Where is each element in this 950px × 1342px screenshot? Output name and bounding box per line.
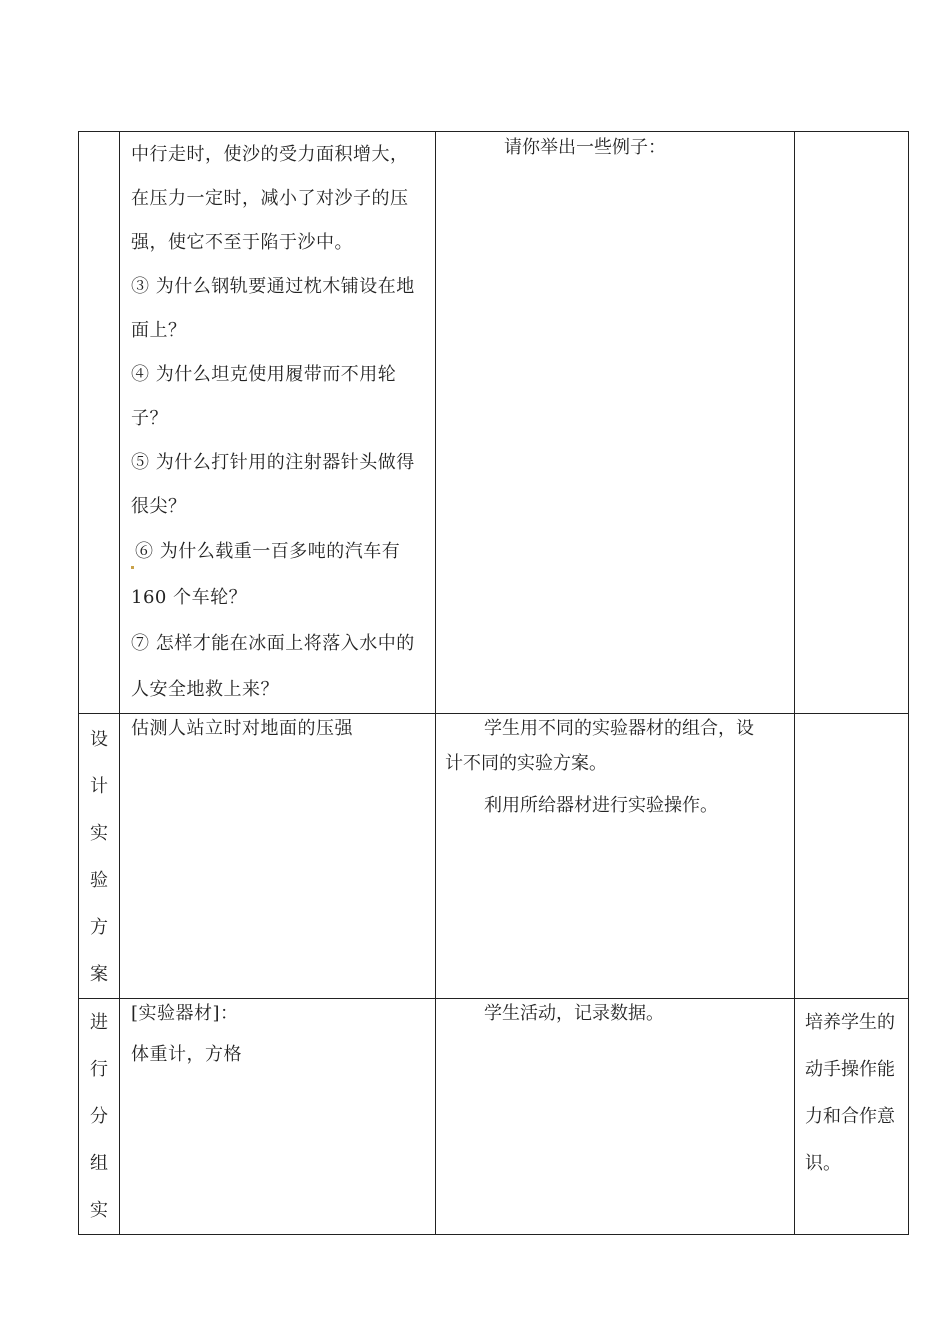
activity-prompt: 请你举出一些例子： <box>504 137 666 158</box>
purpose-cell <box>795 714 909 999</box>
content-line: 很尖？ <box>131 496 187 517</box>
purpose-cell <box>795 132 909 714</box>
activity-line: 学生活动，记录数据。 <box>484 1003 664 1024</box>
stage-cell <box>79 132 120 714</box>
stage-cell <box>79 714 120 999</box>
table-row <box>79 999 909 1235</box>
content-line: 人安全地救上来？ <box>131 679 279 700</box>
stage-char: 进 <box>90 1012 108 1033</box>
activity-cell <box>436 132 795 714</box>
equipment-list: 体重计，方格 <box>131 1044 242 1065</box>
content-cell <box>120 999 436 1235</box>
stage-char: 实 <box>90 1200 108 1221</box>
content-line: 估测人站立时对地面的压强 <box>131 718 353 739</box>
content-line: 160 个车轮？ <box>131 587 248 608</box>
table-row <box>79 714 909 999</box>
content-line: ⑥ 为什么载重一百多吨的汽车有 <box>120 529 435 575</box>
content-line: 中行走时，使沙的受力面积增大， <box>131 144 409 165</box>
content-line: 强，使它不至于陷于沙中。 <box>131 232 353 253</box>
content-cell <box>120 714 436 999</box>
content-line: ⑤ 为什么打针用的注射器针头做得 <box>131 452 415 473</box>
stage-char: 设 <box>90 729 108 750</box>
stage-char: 组 <box>90 1153 108 1174</box>
content-line: ③ 为什么钢轨要通过枕木铺设在地 <box>131 276 415 297</box>
purpose-line: 力和合作意 <box>805 1106 895 1127</box>
content-line: 在压力一定时，减小了对沙子的压 <box>131 188 409 209</box>
table-row <box>79 132 909 714</box>
activity-line: 利用所给器材进行实验操作。 <box>484 795 718 816</box>
stage-char: 验 <box>90 870 108 891</box>
stage-cell <box>79 999 120 1235</box>
purpose-line: 培养学生的 <box>805 1012 895 1033</box>
stage-char: 实 <box>90 823 108 844</box>
activity-line: 计不同的实验方案。 <box>445 753 607 774</box>
equipment-heading: [实验器材]： <box>131 1003 239 1024</box>
content-line: 面上？ <box>131 320 187 341</box>
activity-cell <box>436 714 795 999</box>
stage-char: 计 <box>90 776 108 797</box>
revision-mark <box>131 566 134 569</box>
stage-char: 行 <box>90 1059 108 1080</box>
purpose-line: 动手操作能 <box>805 1059 895 1080</box>
activity-cell <box>436 999 795 1235</box>
content-line: ④ 为什么坦克使用履带而不用轮 <box>131 364 397 385</box>
content-line: ⑦ 怎样才能在冰面上将落入水中的 <box>131 633 415 654</box>
stage-char: 案 <box>90 964 108 985</box>
stage-char: 分 <box>90 1106 108 1127</box>
content-line: 子？ <box>131 408 168 429</box>
purpose-cell <box>795 999 909 1235</box>
lesson-plan-table <box>78 131 909 1235</box>
content-cell <box>120 132 436 714</box>
purpose-line: 识。 <box>805 1153 841 1174</box>
stage-char: 方 <box>90 917 108 938</box>
activity-line: 学生用不同的实验器材的组合，设 <box>484 718 754 739</box>
